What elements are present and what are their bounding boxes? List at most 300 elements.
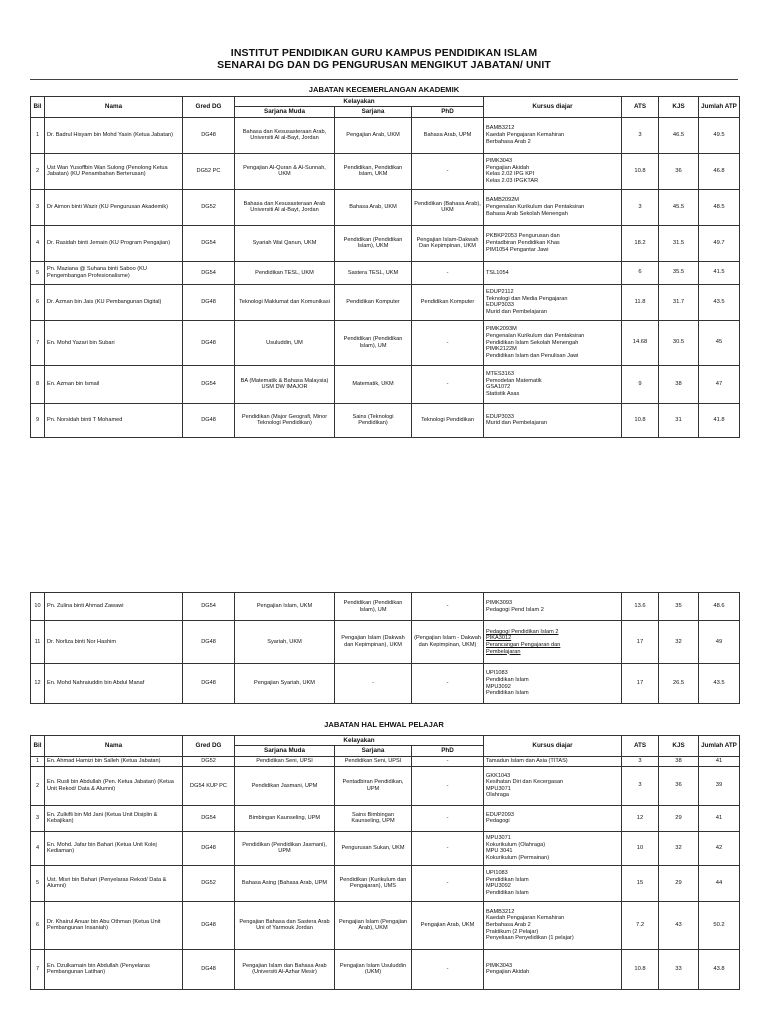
- cell-phd: -: [412, 756, 484, 766]
- cell-kjs: 35.5: [659, 261, 699, 284]
- col-phd: PhD: [412, 107, 484, 117]
- cell-kjs: 29: [659, 865, 699, 901]
- kursus-line: UPI1083: [486, 870, 508, 877]
- cell-kursus: [484, 320, 622, 365]
- kursus-line: Kelas 2.02 IPG KPI: [486, 171, 535, 178]
- cell-atp: 41.8: [699, 403, 740, 437]
- cell-atp: 48.5: [699, 189, 740, 225]
- cell-atp: 49.7: [699, 225, 740, 261]
- cell-nama: Ust Wan Yusoffbin Wan Sulong (Penolong Ketua Jabatan) (KU Penambahan Berterusan): [45, 153, 183, 189]
- cell-kjs: 38: [659, 365, 699, 403]
- kursus-line: Pedagogi: [486, 818, 510, 825]
- cell-nama: Pn. Norsidah binti T Mohamed: [45, 403, 183, 437]
- cell-phd: Pengajian Islam-Dakwah Dan Kepimpinan, UKM: [412, 225, 484, 261]
- cell-phd: -: [412, 320, 484, 365]
- cell-gred: DG54: [183, 365, 235, 403]
- cell-ats: 10: [622, 831, 659, 865]
- kursus-line: Tamadun Islam dan Asia (TITAS): [486, 758, 568, 765]
- kursus-line: Pengenalan Kurikulum dan Pentaksiran: [486, 332, 585, 339]
- cell-kjs: 31.7: [659, 284, 699, 320]
- kursus-line: EDUP3033: [486, 413, 515, 420]
- cell-kjs: 31: [659, 403, 699, 437]
- cell-nama: Ust. Misri bin Bahari (Penyelaras Rekod/ Data & Alumni): [45, 865, 183, 901]
- cell-ats: 14.68: [622, 320, 659, 365]
- kursus-line: MPU3071: [486, 785, 511, 792]
- cell-kursus: [484, 766, 622, 805]
- cell-atp: 50.2: [699, 901, 740, 949]
- kursus-line: Kaedah Pengajaran Kemahiran: [486, 915, 565, 922]
- cell-sarjana-muda: Pengajian Bahasa dan Sastera Arab Uni of Yarmouk Jordan: [235, 901, 335, 949]
- table-row: [31, 117, 740, 153]
- table-row: [31, 756, 740, 766]
- cell-kjs: 35: [659, 593, 699, 621]
- kursus-line: PIMK3093: [486, 599, 513, 606]
- cell-ats: 9: [622, 365, 659, 403]
- cell-sarjana: Matematik, UKM: [335, 365, 412, 403]
- cell-kursus: [484, 805, 622, 831]
- cell-sarjana-muda: Pendidikan Jasmani, UPM: [235, 766, 335, 805]
- table-row: [31, 949, 740, 989]
- kursus-line: Perancangan Pengajaran dan: [486, 642, 561, 648]
- kursus-line: Pendidikan Islam dan Penulisan Jawi: [486, 352, 579, 359]
- cell-ats: 3: [622, 189, 659, 225]
- cell-phd: -: [412, 593, 484, 621]
- kursus-line: BAMB3212: [486, 908, 515, 915]
- cell-sarjana-muda: Teknologi Maklumat dan Komunikasi: [235, 284, 335, 320]
- cell-gred: DG48: [183, 831, 235, 865]
- cell-gred: DG54: [183, 593, 235, 621]
- col-kelayakan: Kelayakan: [235, 97, 484, 107]
- cell-sarjana-muda: BA (Matematik & Bahasa Malaysia) USM DW IMAJOR: [235, 365, 335, 403]
- kursus-line: Berbahasa Arab 2: [486, 138, 531, 145]
- col-kursus: Kursus diajar: [484, 736, 622, 757]
- kursus-line: Kelas 2.03 IPGKTAR: [486, 177, 539, 184]
- cell-phd: -: [412, 865, 484, 901]
- cell-atp: 41: [699, 756, 740, 766]
- kursus-line: PIMK2093M: [486, 326, 517, 333]
- cell-nama: Dr. Khairul Anuar bin Abu Othman (Ketua Unit Pembangunan Insaniah): [45, 901, 183, 949]
- cell-sarjana: Sains Bimbingan Kaunseling, UPM: [335, 805, 412, 831]
- cell-nama: En. Zulkifli bin Md Jani (Ketua Unit Disiplin & Kebajikan): [45, 805, 183, 831]
- cell-atp: 41.5: [699, 261, 740, 284]
- kursus-line: PKBKP2053 Pengurusan dan: [486, 233, 560, 240]
- cell-kursus: [484, 225, 622, 261]
- kursus-line: Pengajian Akidah: [486, 969, 530, 976]
- cell-kjs: 36: [659, 766, 699, 805]
- kursus-line: BAMB3212: [486, 125, 515, 132]
- cell-phd: Pendidikan Komputer: [412, 284, 484, 320]
- cell-bil: 3: [31, 805, 45, 831]
- cell-atp: 43.5: [699, 664, 740, 704]
- cell-ats: 3: [622, 756, 659, 766]
- cell-kursus: [484, 901, 622, 949]
- cell-kjs: 30.5: [659, 320, 699, 365]
- cell-gred: DG48: [183, 949, 235, 989]
- cell-sarjana-muda: Bahasa dan Kesusasteraan Arab, Universiti Al al-Bayt, Jordan: [235, 117, 335, 153]
- kursus-line: TSL1054: [486, 269, 509, 276]
- table-row: [31, 320, 740, 365]
- cell-nama: Pn. Maziana @ Suhana binti Saboo (KU Pengembangan Profesionalisme): [45, 261, 183, 284]
- col-kursus: Kursus diajar: [484, 97, 622, 118]
- kursus-line: MPU 3041: [486, 848, 513, 855]
- cell-ats: 17: [622, 664, 659, 704]
- table-row: [31, 365, 740, 403]
- cell-nama: En. Dzulkarnain bin Abdullah (Penyelaras Pembangunan Latihan): [45, 949, 183, 989]
- col-sarjana: Sarjana: [335, 107, 412, 117]
- cell-bil: 6: [31, 901, 45, 949]
- cell-ats: 3: [622, 117, 659, 153]
- cell-bil: 2: [31, 153, 45, 189]
- cell-phd: -: [412, 261, 484, 284]
- cell-ats: 6: [622, 261, 659, 284]
- title-divider: [30, 79, 738, 80]
- kursus-line: Berbahasa Arab 2: [486, 922, 531, 929]
- kursus-line: Pemodelan Matematik: [486, 377, 542, 384]
- cell-kursus: [484, 189, 622, 225]
- cell-gred: DG54: [183, 225, 235, 261]
- kursus-line: Murid dan Pembelajaran: [486, 308, 547, 315]
- cell-sarjana: Pengajian Islam Usuluddin (UKM): [335, 949, 412, 989]
- kursus-line: Praktikum (2 Pelajar): [486, 928, 539, 935]
- kursus-line: Murid dan Pembelajaran: [486, 420, 547, 427]
- cell-atp: 47: [699, 365, 740, 403]
- cell-gred: DG48: [183, 621, 235, 664]
- cell-sarjana-muda: Pengajian Islam dan Bahasa Arab (Universiti Al-Azhar Mesir): [235, 949, 335, 989]
- cell-sarjana-muda: Usuluddin, UM: [235, 320, 335, 365]
- cell-nama: Dr. Badrul Hisyam bin Mohd Yasin (Ketua Jabatan): [45, 117, 183, 153]
- cell-sarjana: Pengurusan Sukan, UKM: [335, 831, 412, 865]
- cell-ats: 13.6: [622, 593, 659, 621]
- kursus-line: Penyeliaan Penyelidikan (1 pelajar): [486, 935, 574, 942]
- cell-atp: 42: [699, 831, 740, 865]
- table-row: [31, 225, 740, 261]
- cell-bil: 11: [31, 621, 45, 664]
- cell-kursus: [484, 284, 622, 320]
- kursus-line: PIMK3043: [486, 962, 513, 969]
- cell-ats: 10.8: [622, 949, 659, 989]
- cell-bil: 12: [31, 664, 45, 704]
- cell-sarjana: Bahasa Arab, UKM: [335, 189, 412, 225]
- table-row: [31, 805, 740, 831]
- hep-table: [30, 735, 740, 990]
- cell-atp: 41: [699, 805, 740, 831]
- cell-bil: 4: [31, 225, 45, 261]
- col-gred: Gred DG: [183, 736, 235, 757]
- cell-phd: Bahasa Arab, UPM: [412, 117, 484, 153]
- akademik-table-part1: [30, 96, 740, 438]
- cell-kjs: 46.5: [659, 117, 699, 153]
- kursus-line: Pendidikan Islam: [486, 889, 529, 896]
- cell-gred: DG52 PC: [183, 153, 235, 189]
- cell-sarjana-muda: Pendidikan TESL, UKM: [235, 261, 335, 284]
- cell-kjs: 33: [659, 949, 699, 989]
- cell-kursus: [484, 117, 622, 153]
- table-row: [31, 403, 740, 437]
- cell-gred: DG48: [183, 117, 235, 153]
- col-sarjana-muda: Sarjana Muda: [235, 746, 335, 756]
- kursus-line: MPU3092: [486, 883, 511, 890]
- kursus-line: Pengajian Akidah: [486, 164, 530, 171]
- cell-sarjana-muda: Bahasa Asing (Bahasa Arab, UPM: [235, 865, 335, 901]
- cell-sarjana: Pendidikan (Pendidikan Islam), UM: [335, 320, 412, 365]
- cell-kjs: 29: [659, 805, 699, 831]
- col-atp: Jumlah ATP: [699, 736, 740, 757]
- table-row: [31, 284, 740, 320]
- cell-phd: -: [412, 766, 484, 805]
- cell-nama: En. Rusli bin Abdullah (Pen. Ketua Jabatan) (Ketua Unit Rekod/ Data & Alumni): [45, 766, 183, 805]
- cell-kjs: 43: [659, 901, 699, 949]
- cell-phd: -: [412, 949, 484, 989]
- col-kelayakan: Kelayakan: [235, 736, 484, 746]
- cell-nama: Dr. Azman bin Jais (KU Pembangunan Digital): [45, 284, 183, 320]
- cell-sarjana-muda: Pengajian Islam, UKM: [235, 593, 335, 621]
- cell-nama: En. Mohd. Jafar bin Bahari (Ketua Unit Kolej Kediaman): [45, 831, 183, 865]
- cell-bil: 10: [31, 593, 45, 621]
- cell-bil: 7: [31, 320, 45, 365]
- cell-kjs: 45.5: [659, 189, 699, 225]
- cell-sarjana: Pendidikan (Pendidikan Islam), UKM: [335, 225, 412, 261]
- col-bil: Bil: [31, 736, 45, 757]
- table-row: [31, 865, 740, 901]
- kursus-line: PIMK3043: [486, 158, 513, 165]
- cell-nama: Dr. Norliza binti Nor Hashim: [45, 621, 183, 664]
- cell-atp: 48.6: [699, 593, 740, 621]
- cell-ats: 15: [622, 865, 659, 901]
- kursus-line: Kokurikulum (Permainan): [486, 854, 550, 861]
- cell-sarjana: -: [335, 664, 412, 704]
- table-row: [31, 189, 740, 225]
- cell-sarjana-muda: Syariah Wal Qanun, UKM: [235, 225, 335, 261]
- cell-gred: DG48: [183, 901, 235, 949]
- cell-phd: -: [412, 153, 484, 189]
- kursus-line: MTES3163: [486, 371, 514, 378]
- kursus-line: GKK1043: [486, 772, 511, 779]
- kursus-line: Pedagogi Pendidikan Islam 2: [486, 628, 559, 635]
- kursus-line: Kaedah Pengajaran Kemahiran: [486, 132, 565, 139]
- cell-bil: 7: [31, 949, 45, 989]
- col-nama: Nama: [45, 97, 183, 118]
- col-gred: Gred DG: [183, 97, 235, 118]
- cell-sarjana: Pendidikan (Pendidikan Islam), UM: [335, 593, 412, 621]
- cell-sarjana: Pendidikan, Pendidikan Islam, UKM: [335, 153, 412, 189]
- cell-kjs: 36: [659, 153, 699, 189]
- cell-kjs: 32: [659, 621, 699, 664]
- cell-sarjana-muda: Pendidikan (Major Geografi, Minor Teknologi Pendidikan): [235, 403, 335, 437]
- document-title: SENARAI DG DAN DG PENGURUSAN MENGIKUT JABATAN/ UNIT: [217, 59, 551, 71]
- kursus-line: Pendidikan Islam: [486, 690, 529, 697]
- kursus-line: Pendidikan Islam Sekolah Menengah: [486, 339, 579, 346]
- cell-sarjana-muda: Pengajian Al-Quran & Al-Sunnah, UKM: [235, 153, 335, 189]
- cell-gred: DG52: [183, 865, 235, 901]
- cell-sarjana: Pendidikan (Kurikulum dan Pengajaran), UMS: [335, 865, 412, 901]
- col-nama: Nama: [45, 736, 183, 757]
- cell-gred: DG54: [183, 805, 235, 831]
- kursus-line: MPU3092: [486, 683, 511, 690]
- kursus-line: Olahraga: [486, 792, 510, 799]
- kursus-line: PIKA3012: [486, 635, 512, 642]
- cell-atp: 44: [699, 865, 740, 901]
- cell-atp: 49: [699, 621, 740, 664]
- cell-gred: DG54 KUP PC: [183, 766, 235, 805]
- cell-sarjana: Sains (Teknologi Pendidikan): [335, 403, 412, 437]
- table-row: [31, 621, 740, 664]
- cell-kjs: 26.5: [659, 664, 699, 704]
- cell-phd: -: [412, 831, 484, 865]
- kursus-line: EDUP2112: [486, 289, 514, 296]
- cell-sarjana-muda: Bimbingan Kaunseling, UPM: [235, 805, 335, 831]
- cell-atp: 49.5: [699, 117, 740, 153]
- kursus-line: Pengenalan Kurikulum dan Pentaksiran: [486, 204, 585, 211]
- kursus-line: Pendidikan Islam: [486, 876, 529, 883]
- kursus-line: BAMB2092M: [486, 197, 519, 204]
- cell-ats: 11.8: [622, 284, 659, 320]
- cell-kursus: [484, 403, 622, 437]
- cell-sarjana-muda: Bahasa dan Kesusasteraan Arab Universiti Al al-Bayt, Jordan: [235, 189, 335, 225]
- cell-atp: 39: [699, 766, 740, 805]
- cell-sarjana-muda: Pendidikan (Pendidikan Jasmani), UPM: [235, 831, 335, 865]
- cell-gred: DG48: [183, 403, 235, 437]
- col-kjs: KJS: [659, 97, 699, 118]
- cell-ats: 10.8: [622, 153, 659, 189]
- cell-sarjana: Pengajian Islam (Dakwah dan Kepimpinan), UKM: [335, 621, 412, 664]
- table-row: [31, 593, 740, 621]
- cell-kjs: 38: [659, 756, 699, 766]
- cell-phd: Teknologi Pendidikan: [412, 403, 484, 437]
- cell-sarjana: Pengajian Arab, UKM: [335, 117, 412, 153]
- cell-gred: DG48: [183, 284, 235, 320]
- cell-phd: -: [412, 805, 484, 831]
- cell-kursus: [484, 664, 622, 704]
- table-row: [31, 901, 740, 949]
- cell-bil: 3: [31, 189, 45, 225]
- cell-bil: 5: [31, 261, 45, 284]
- institution-title: INSTITUT PENDIDIKAN GURU KAMPUS PENDIDIKAN ISLAM: [230, 47, 538, 59]
- table-row: [31, 766, 740, 805]
- kursus-line: Kokurikulum (Olahraga): [486, 841, 546, 848]
- cell-kursus: [484, 593, 622, 621]
- col-ats: ATS: [622, 736, 659, 757]
- cell-sarjana: Pentadbiran Pendidikan, UPM: [335, 766, 412, 805]
- col-sarjana-muda: Sarjana Muda: [235, 107, 335, 117]
- cell-sarjana-muda: Pengajian Syariah, UKM: [235, 664, 335, 704]
- cell-kursus: [484, 865, 622, 901]
- kursus-line: Statistik Asas: [486, 390, 520, 397]
- akademik-table-part2: [30, 592, 740, 704]
- cell-sarjana-muda: Syariah, UKM: [235, 621, 335, 664]
- kursus-line: Bahasa Arab Sekolah Menengah: [486, 210, 568, 217]
- kursus-line: UPI1083: [486, 670, 508, 677]
- kursus-line: Pentadbiran Pendidikan Khas: [486, 240, 560, 247]
- cell-nama: En. Mohd Nahraiuddin bin Abdul Manaf: [45, 664, 183, 704]
- cell-sarjana: Sastera TESL, UKM: [335, 261, 412, 284]
- cell-kjs: 31.5: [659, 225, 699, 261]
- kursus-line: Pendidikan Islam: [486, 676, 529, 683]
- col-kjs: KJS: [659, 736, 699, 757]
- cell-gred: DG54: [183, 261, 235, 284]
- cell-kursus: [484, 261, 622, 284]
- cell-phd: (Pengajian Islam - Dakwah dan Kepimpinan, UKM): [412, 621, 484, 664]
- cell-ats: 10.8: [622, 403, 659, 437]
- cell-kursus: [484, 621, 622, 664]
- cell-phd: Pendidikan (Bahasa Arab), UKM: [412, 189, 484, 225]
- cell-kursus: [484, 153, 622, 189]
- col-phd: PhD: [412, 746, 484, 756]
- kursus-line: Pembelajaran: [486, 648, 521, 655]
- cell-gred: DG48: [183, 320, 235, 365]
- kursus-line: PIMK2122M: [486, 346, 517, 353]
- cell-bil: 5: [31, 865, 45, 901]
- table-row: [31, 261, 740, 284]
- cell-nama: Dr Aimon binti Wazir (KU Pengurusan Akademik): [45, 189, 183, 225]
- section-title-hep: JABATAN HAL EHWAL PELAJAR: [324, 720, 444, 729]
- cell-atp: 43.5: [699, 284, 740, 320]
- kursus-line: Pedagogi Pend Islam 2: [486, 606, 544, 613]
- cell-nama: En. Azman bin Ismail: [45, 365, 183, 403]
- cell-sarjana: Pendidikan Komputer: [335, 284, 412, 320]
- cell-kursus: [484, 831, 622, 865]
- table-row: [31, 831, 740, 865]
- kursus-line: EDUP3033: [486, 302, 515, 309]
- akademik-rows-1-9: [31, 117, 740, 437]
- table-row: [31, 664, 740, 704]
- cell-nama: En. Ahmad Hamizi bin Salleh (Ketua Jabatan): [45, 756, 183, 766]
- kursus-line: GSA1072: [486, 384, 511, 391]
- section-title-akademik: JABATAN KECEMERLANGAN AKADEMIK: [308, 85, 460, 94]
- cell-sarjana: Pendidikan Seni, UPSI: [335, 756, 412, 766]
- cell-phd: -: [412, 664, 484, 704]
- kursus-line: Kesihatan Diri dan Kecergasan: [486, 779, 564, 786]
- cell-atp: 46.8: [699, 153, 740, 189]
- col-atp: Jumlah ATP: [699, 97, 740, 118]
- akademik-rows-10-12: [31, 593, 740, 704]
- cell-atp: 43.8: [699, 949, 740, 989]
- cell-bil: 2: [31, 766, 45, 805]
- cell-kursus: [484, 365, 622, 403]
- kursus-line: Teknologi dan Media Pengajaran: [486, 295, 568, 302]
- cell-nama: En. Mohd Yazari bin Subari: [45, 320, 183, 365]
- cell-gred: DG48: [183, 664, 235, 704]
- cell-ats: 18.2: [622, 225, 659, 261]
- cell-ats: 3: [622, 766, 659, 805]
- cell-bil: 6: [31, 284, 45, 320]
- cell-nama: Pn. Zulina binti Ahmad Zawawi: [45, 593, 183, 621]
- cell-kjs: 32: [659, 831, 699, 865]
- cell-bil: 1: [31, 117, 45, 153]
- cell-phd: Pengajian Arab, UKM: [412, 901, 484, 949]
- cell-ats: 7.2: [622, 901, 659, 949]
- cell-bil: 9: [31, 403, 45, 437]
- col-bil: Bil: [31, 97, 45, 118]
- col-sarjana: Sarjana: [335, 746, 412, 756]
- cell-nama: Dr. Rasidah binti Jemain (KU Program Pengajian): [45, 225, 183, 261]
- cell-bil: 1: [31, 756, 45, 766]
- cell-sarjana: Pengajian Islam (Pengajian Arab), UKM: [335, 901, 412, 949]
- cell-atp: 45: [699, 320, 740, 365]
- cell-sarjana-muda: Pendidikan Seni, UPSI: [235, 756, 335, 766]
- cell-phd: -: [412, 365, 484, 403]
- cell-bil: 4: [31, 831, 45, 865]
- table-row: [31, 153, 740, 189]
- col-ats: ATS: [622, 97, 659, 118]
- kursus-line: PIM1054 Pengantar Jawi: [486, 246, 549, 253]
- cell-kursus: [484, 756, 622, 766]
- kursus-line: EDUP2093: [486, 811, 515, 818]
- cell-ats: 17: [622, 621, 659, 664]
- cell-bil: 8: [31, 365, 45, 403]
- kursus-line: MPU3071: [486, 835, 511, 842]
- cell-gred: DG52: [183, 189, 235, 225]
- cell-ats: 12: [622, 805, 659, 831]
